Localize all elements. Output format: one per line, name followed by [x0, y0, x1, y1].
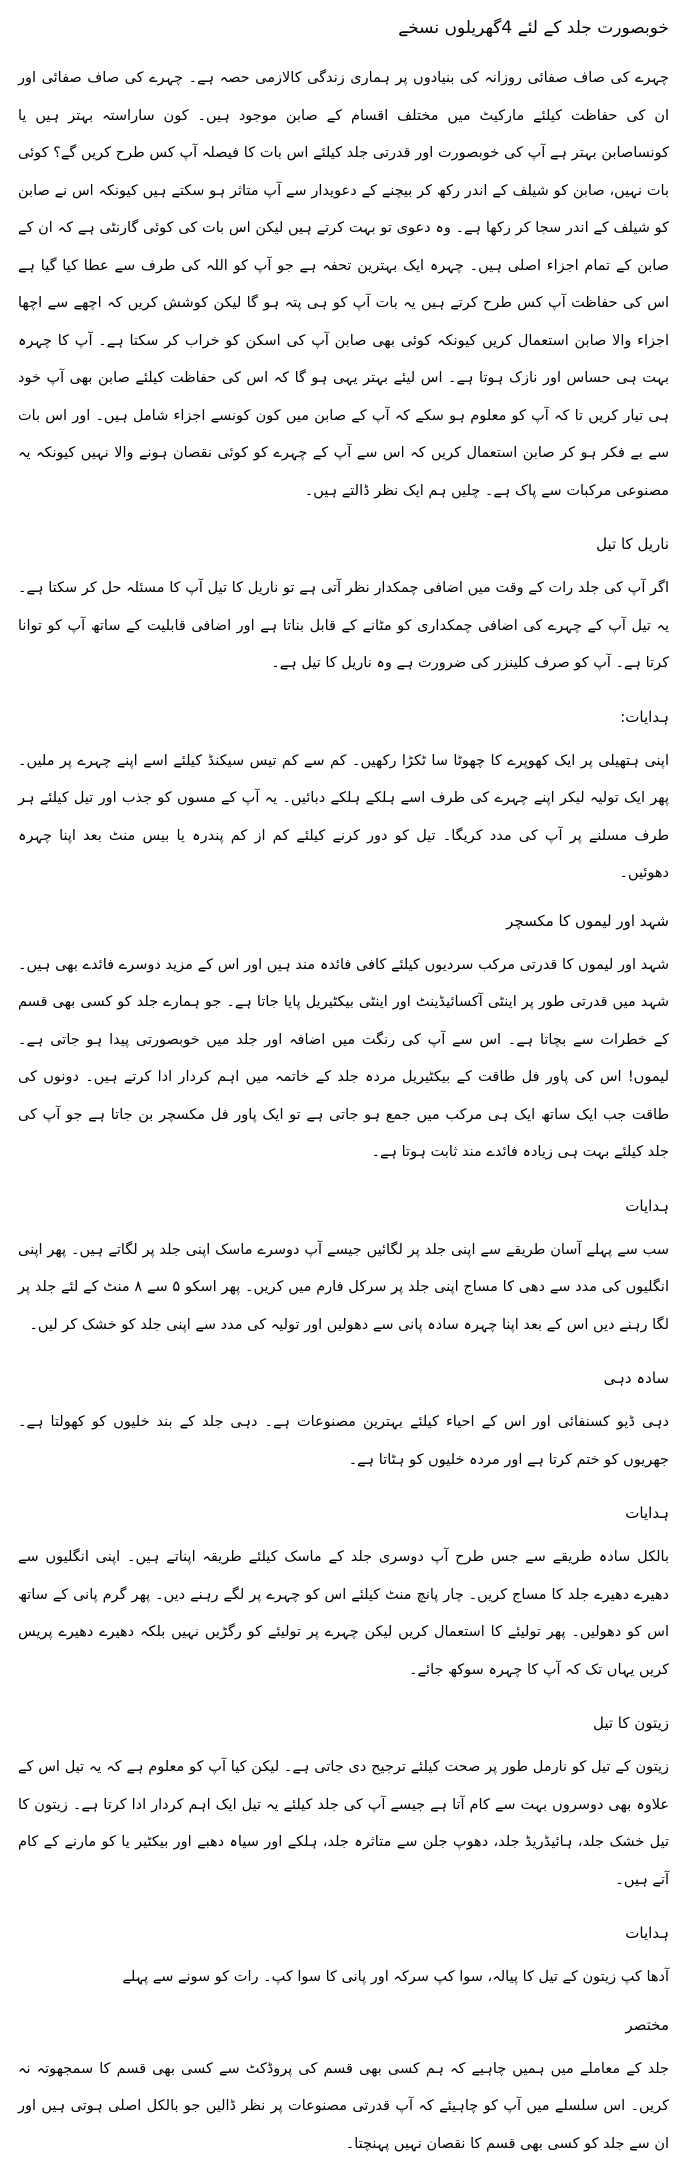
plain-yogurt-instructions: بالکل سادہ طریقے سے جس طرح آپ دوسری جلد کے ماسک کیلئے طریقہ اپناتے ہیں۔ اپنی انگلیوں سے دھیرے دھیرے جلد کا مساج کریں۔ چار پانچ منٹ کیلئے اس کو چہرے پر لگے رہنے دیں۔ پھر گرم پانی کے ساتھ اس کو دھولیں۔ پھر تولیئے کا استعمال کریں لیکن چہرے پر تولیئے کو رگڑیں نہیں بلکہ دھیرے دھیرے پریس کریں یہاں تک کہ آپ کا چہرہ سوکھ جائے۔	[18, 1539, 669, 1689]
intro-paragraph: چہرے کی صاف صفائی روزانہ کی بنیادوں پر ہماری زندگی کالازمی حصہ ہے۔ چہرے کی صاف صفائی اور ان کی حفاظت کیلئے مارکیٹ میں مختلف اقسام کے صابن موجود ہیں۔ کون ساراستہ بہتر ہیں یا کونساصابن بہتر ہے آپ کی خوبصورت اور قدرتی جلد کیلئے اس بات کا فیصلہ آپ کس طرح کریں گے؟ کوئی بات نہیں، صابن کو شیلف کے اندر رکھ کر بیچنے کے دعویدار سے آپ متاثر ہو سکتے ہیں کیونکہ اس نے صابن کو شیلف کے اندر سجا کر رکھا ہے۔ وہ دعوی تو بہت کرتے ہیں لیکن اس بات کی کوئی گارنٹی ہے کہ ان کے صابن کے تمام اجزاء اصلی ہیں۔ چہرہ ایک بہترین تحفہ ہے جو آپ کو اللہ کی طرف سے عطا کیا گیا ہے اس کی حفاظت آپ کس طرح کرتے ہیں یہ بات آپ کو ہی پتہ ہو گا لیکن کوشش کریں کہ اچھے سے اچھا اجزاء والا صابن استعمال کریں کیونکہ کوئی بھی صابن آپ کی اسکن کو خراب کر سکتا ہے۔ آپ کا چہرہ بہت ہی حساس اور نازک ہوتا ہے۔ اس لیئے بہتر یہی ہو گا کہ اس کی حفاظت کیلئے صابن بھی آپ خود ہی تیار کریں تا کہ آپ کو معلوم ہو سکے کہ آپ کے صابن میں کون کونسے اجزاء شامل ہیں۔ اور اس بات سے بے فکر ہو کر صابن استعمال کریں کہ اس سے آپ کے چہرے کو کوئی نقصان ہونے والا نہیں کیونکہ یہ مصنوعی مرکبات سے پاک ہے۔ چلیں ہم ایک نظر ڈالتے ہیں۔	[18, 60, 669, 510]
olive-oil-instructions-heading: ہدایات	[18, 1921, 669, 1945]
article-title: خوبصورت جلد کے لئے 4گھریلوں نسخے	[18, 16, 669, 40]
olive-oil-instructions: آدھا کپ زیتون کے تیل کا پیالہ، سوا کپ سرکہ اور پانی کا سوا کپ۔ رات کو سونے سے پہلے	[18, 1959, 669, 1997]
coconut-oil-paragraph: اگر آپ کی جلد رات کے وقت میں اضافی چمکدار نظر آتی ہے تو ناریل کا تیل آپ کا مسئلہ حل کر سکتا ہے۔ یہ تیل آپ کے چہرے کی اضافی چمکداری کو مٹانے کے قابل بناتا ہے اور اضافی قابلیت کے ساتھ آپ کو توانا کرتا ہے۔ آپ کو صرف کلینزر کی ضرورت ہے وہ ناریل کا تیل ہے۔	[18, 570, 669, 683]
honey-lemon-instructions-heading: ہدایات	[18, 1194, 669, 1218]
summary-heading: مختصر	[18, 2013, 669, 2037]
olive-oil-paragraph: زیتون کے تیل کو نارمل طور پر صحت کیلئے ترجیح دی جاتی ہے۔ لیکن کیا آپ کو معلوم ہے کہ یہ تیل اس کے علاوہ بھی دوسروں بہت سے کام آتا ہے جیسے آپ کی جلد کیلئے یہ تیل ایک اہم کردار ادا کرتا ہے۔ زیتون کا تیل خشک جلد، ہائیڈریڈ جلد، دھوپ جلن سے متاثرہ جلد، ہلکے اور سیاہ دھبے اور بیکٹیر یا کو مارنے کے کام آتے ہیں۔	[18, 1749, 669, 1899]
coconut-oil-instructions-heading: ہدایات:	[18, 705, 669, 729]
section-heading-olive-oil: زیتون کا تیل	[18, 1711, 669, 1735]
section-heading-honey-lemon: شہد اور لیموں کا مکسچر	[18, 909, 669, 933]
plain-yogurt-paragraph: دہی ڈیو کسنفائی اور اس کے احیاء کیلئے بہترین مصنوعات ہے۔ دہی جلد کے بند خلیوں کو کھولتا ہے۔ جھریوں کو ختم کرتا ہے اور مردہ خلیوں کو ہٹاتا ہے۔	[18, 1404, 669, 1479]
honey-lemon-instructions: سب سے پہلے آسان طریقے سے اپنی جلد پر لگائیں جیسے آپ دوسرے ماسک اپنی جلد پر لگاتے ہیں۔ پھر اپنی انگلیوں کی مدد سے دھی کا مساج اپنی جلد پر سرکل فارم میں کریں۔ پھر اسکو ۵ سے ۸ منٹ کے لئے جلد پر لگا رہنے دیں اس کے بعد اپنا چہرہ سادہ پانی سے دھولیں اور تولیہ کی مدد سے اپنی جلد کو خشک کر لیں۔	[18, 1232, 669, 1345]
section-heading-plain-yogurt: سادہ دہی	[18, 1366, 669, 1390]
plain-yogurt-instructions-heading: ہدایات	[18, 1501, 669, 1525]
coconut-oil-instructions: اپنی ہتھیلی پر ایک کھوپرے کا چھوٹا سا ٹکڑا رکھیں۔ کم سے کم تیس سیکنڈ کیلئے اسے اپنے چہرے پر ملیں۔ پھر ایک تولیہ لیکر اپنے چہرے کی طرف اسے ہلکے ہلکے دبائیں۔ یہ آپ کے مسوں کو جذب اور تیل کیلئے ہر طرف مسلنے پر آپ کی مدد کریگا۔ تیل کو دور کرنے کیلئے کم از کم پندرہ یا بیس منٹ بعد اپنا چہرہ دھوئیں۔	[18, 743, 669, 893]
honey-lemon-paragraph: شہد اور لیموں کا قدرتی مرکب سردیوں کیلئے کافی فائدہ مند ہیں اور اس کے مزید دوسرے فائدے بھی ہیں۔ شہد میں قدرتی طور پر اینٹی آکسائیڈینٹ اور اینٹی بیکٹیریل پایا جاتا ہے۔ جو ہمارے جلد کو کسی بھی قسم کے خطرات سے بچاتا ہے۔ اس سے آپ کی رنگت میں اضافہ اور جلد میں خوبصورتی پیدا ہو جاتی ہے۔ لیموں! اس کی پاور فل طاقت کے بیکٹیریل مردہ جلد کے خاتمہ میں اہم کردار ادا کرتے ہیں۔ دونوں کی طاقت جب ایک ساتھ ایک ہی مرکب میں جمع ہو جاتی ہے تو ایک پاور فل مکسچر بن جاتا ہے جو آپ کی جلد کیلئے بہت ہی زیادہ فائدے مند ثابت ہوتا ہے۔	[18, 947, 669, 1172]
section-heading-coconut-oil: ناریل کا تیل	[18, 532, 669, 556]
summary-paragraph: جلد کے معاملے میں ہمیں چاہیے کہ ہم کسی بھی قسم کی پروڈکٹ سے کسی بھی قسم کا سمجھوتہ نہ کریں۔ اس سلسلے میں آپ کو چاہیئے کہ آپ قدرتی مصنوعات پر نظر ڈالیں جو بالکل اصلی ہوتی ہیں اور ان سے جلد کو کسی بھی قسم کا نقصان نہیں پہنچتا۔	[18, 2051, 669, 2163]
